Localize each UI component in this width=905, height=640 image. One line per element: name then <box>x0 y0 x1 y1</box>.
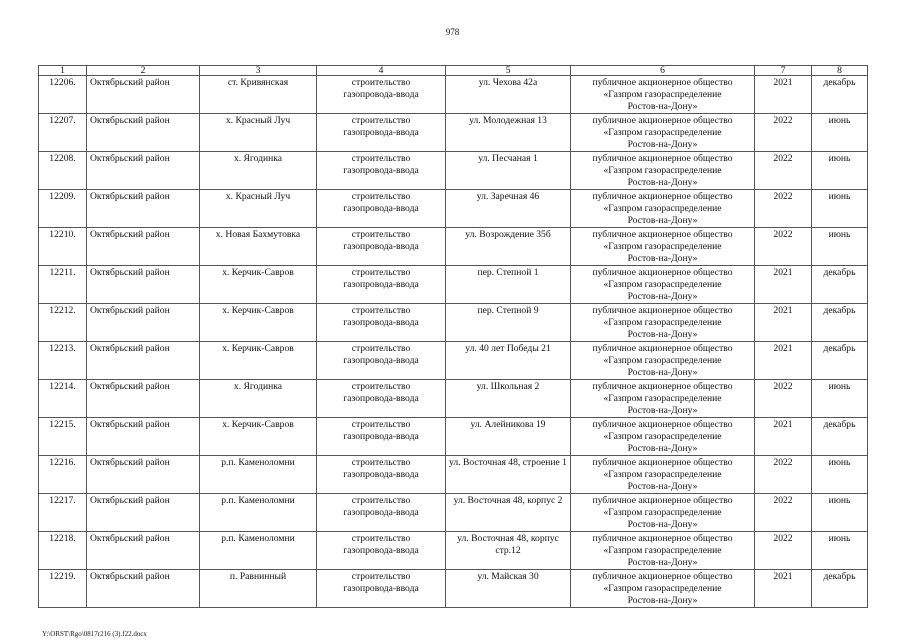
district-cell-text: Октябрьский район <box>90 267 170 278</box>
table-row <box>39 570 868 608</box>
organization-cell-text: публичное акционерное общество <box>592 495 733 506</box>
work-type-cell <box>317 380 446 418</box>
organization-cell-text: Ростов-на-Дону» <box>627 595 698 606</box>
organization-cell <box>571 532 755 570</box>
work-type-cell-text: строительство <box>351 343 411 354</box>
work-type-cell <box>317 494 446 532</box>
organization-cell <box>571 456 755 494</box>
locality-cell <box>200 304 317 342</box>
address-cell <box>446 342 571 380</box>
work-type-cell <box>317 456 446 494</box>
organization-cell-text: «Газпром газораспределение <box>603 431 722 442</box>
work-type-cell <box>317 76 446 114</box>
month-cell <box>812 380 868 418</box>
column-header-6: 6 <box>571 66 755 76</box>
district-cell <box>87 494 200 532</box>
address-cell-text: ул. Возрождение 35б <box>465 229 551 240</box>
work-type-cell <box>317 152 446 190</box>
row-number <box>39 266 87 304</box>
locality-cell <box>200 570 317 608</box>
row-number <box>39 456 87 494</box>
work-type-cell-text: строительство <box>351 495 411 506</box>
table-row <box>39 532 868 570</box>
district-cell <box>87 228 200 266</box>
work-type-cell-text: газопровода-ввода <box>343 89 419 100</box>
work-type-cell-text: газопровода-ввода <box>343 507 419 518</box>
work-type-cell-text: строительство <box>351 77 411 88</box>
district-cell-text: Октябрьский район <box>90 343 170 354</box>
month-cell-text: июнь <box>828 191 851 202</box>
work-type-cell <box>317 228 446 266</box>
row-number-text: 12207. <box>49 115 76 126</box>
locality-cell <box>200 456 317 494</box>
column-header-1: 1 <box>39 66 87 76</box>
work-type-cell-text: строительство <box>351 115 411 126</box>
organization-cell-text: «Газпром газораспределение <box>603 355 722 366</box>
column-header-8: 8 <box>812 66 868 76</box>
organization-cell <box>571 190 755 228</box>
column-header-2: 2 <box>87 66 200 76</box>
organization-cell-text: «Газпром газораспределение <box>603 583 722 594</box>
row-number-text: 12214. <box>49 381 76 392</box>
month-cell-text: декабрь <box>823 267 856 278</box>
page-number: 978 <box>445 27 460 37</box>
work-type-cell <box>317 114 446 152</box>
organization-cell-text: публичное акционерное общество <box>592 343 733 354</box>
locality-cell <box>200 494 317 532</box>
address-cell-text: ул. Чехова 42а <box>478 77 538 88</box>
organization-cell <box>571 76 755 114</box>
locality-cell-text: х. Керчик-Савров <box>222 419 294 430</box>
locality-cell-text: х. Керчик-Савров <box>222 267 294 278</box>
row-number-text: 12216. <box>49 457 76 468</box>
organization-cell <box>571 304 755 342</box>
month-cell <box>812 494 868 532</box>
year-cell <box>755 190 812 228</box>
locality-cell-text: п. Равнинный <box>229 571 287 582</box>
work-type-cell <box>317 418 446 456</box>
row-number <box>39 380 87 418</box>
district-cell <box>87 304 200 342</box>
month-cell <box>812 342 868 380</box>
address-cell-text: ул. Восточная 48, строение 1 <box>449 457 567 468</box>
work-type-cell-text: газопровода-ввода <box>343 279 419 290</box>
year-cell-text: 2022 <box>773 533 793 544</box>
organization-cell-text: «Газпром газораспределение <box>603 165 722 176</box>
organization-cell-text: Ростов-на-Дону» <box>627 215 698 226</box>
month-cell <box>812 418 868 456</box>
month-cell <box>812 266 868 304</box>
district-cell <box>87 380 200 418</box>
year-cell-text: 2022 <box>773 229 793 240</box>
organization-cell-text: Ростов-на-Дону» <box>627 367 698 378</box>
organization-cell-text: «Газпром газораспределение <box>603 393 722 404</box>
organization-cell <box>571 494 755 532</box>
row-number-text: 12206. <box>49 77 76 88</box>
year-cell-text: 2021 <box>773 419 793 430</box>
organization-cell-text: публичное акционерное общество <box>592 267 733 278</box>
year-cell-text: 2022 <box>773 191 793 202</box>
organization-cell-text: публичное акционерное общество <box>592 419 733 430</box>
month-cell-text: декабрь <box>823 419 856 430</box>
organization-cell <box>571 380 755 418</box>
locality-cell-text: х. Новая Бахмутовка <box>215 229 301 240</box>
organization-cell-text: Ростов-на-Дону» <box>627 139 698 150</box>
address-cell-text: ул. Восточная 48, корпус 2 <box>453 495 563 506</box>
month-cell-text: июнь <box>828 115 851 126</box>
organization-cell <box>571 342 755 380</box>
address-cell <box>446 494 571 532</box>
locality-cell-text: р.п. Каменоломни <box>221 495 295 506</box>
district-cell <box>87 266 200 304</box>
organization-cell-text: Ростов-на-Дону» <box>627 443 698 454</box>
year-cell <box>755 152 812 190</box>
month-cell-text: июнь <box>828 495 851 506</box>
organization-cell-text: публичное акционерное общество <box>592 533 733 544</box>
month-cell <box>812 76 868 114</box>
year-cell <box>755 266 812 304</box>
row-number <box>39 152 87 190</box>
row-number-text: 12219. <box>49 571 76 582</box>
district-cell-text: Октябрьский район <box>90 77 170 88</box>
year-cell-text: 2021 <box>773 267 793 278</box>
year-cell-text: 2021 <box>773 77 793 88</box>
year-cell <box>755 304 812 342</box>
organization-cell-text: публичное акционерное общество <box>592 229 733 240</box>
district-cell <box>87 76 200 114</box>
district-cell-text: Октябрьский район <box>90 115 170 126</box>
organization-cell-text: «Газпром газораспределение <box>603 203 722 214</box>
district-cell-text: Октябрьский район <box>90 419 170 430</box>
month-cell <box>812 190 868 228</box>
work-type-cell-text: строительство <box>351 533 411 544</box>
month-cell-text: декабрь <box>823 571 856 582</box>
row-number-text: 12210. <box>49 229 76 240</box>
organization-cell-text: публичное акционерное общество <box>592 381 733 392</box>
district-cell <box>87 114 200 152</box>
table-row <box>39 380 868 418</box>
work-type-cell <box>317 266 446 304</box>
work-type-cell <box>317 532 446 570</box>
work-type-cell <box>317 304 446 342</box>
column-header-7: 7 <box>755 66 812 76</box>
table-row <box>39 456 868 494</box>
month-cell <box>812 570 868 608</box>
registry-table <box>38 65 868 608</box>
month-cell <box>812 532 868 570</box>
month-cell-text: июнь <box>828 533 851 544</box>
organization-cell-text: Ростов-на-Дону» <box>627 253 698 264</box>
district-cell <box>87 342 200 380</box>
address-cell <box>446 152 571 190</box>
organization-cell-text: «Газпром газораспределение <box>603 279 722 290</box>
organization-cell-text: Ростов-на-Дону» <box>627 557 698 568</box>
column-header-4: 4 <box>317 66 446 76</box>
row-number <box>39 114 87 152</box>
row-number <box>39 76 87 114</box>
work-type-cell-text: газопровода-ввода <box>343 317 419 328</box>
district-cell <box>87 418 200 456</box>
address-cell-text: ул. 40 лет Победы 21 <box>465 343 551 354</box>
organization-cell-text: «Газпром газораспределение <box>603 241 722 252</box>
row-number-text: 12215. <box>49 419 76 430</box>
organization-cell-text: «Газпром газораспределение <box>603 317 722 328</box>
row-number <box>39 228 87 266</box>
month-cell-text: декабрь <box>823 77 856 88</box>
work-type-cell-text: газопровода-ввода <box>343 165 419 176</box>
locality-cell <box>200 114 317 152</box>
column-header-5: 5 <box>446 66 571 76</box>
organization-cell-text: Ростов-на-Дону» <box>627 101 698 112</box>
address-cell-text: ул. Майская 30 <box>477 571 539 582</box>
month-cell-text: июнь <box>828 153 851 164</box>
address-cell <box>446 380 571 418</box>
table-row <box>39 342 868 380</box>
organization-cell-text: публичное акционерное общество <box>592 191 733 202</box>
row-number-text: 12212. <box>49 305 76 316</box>
work-type-cell-text: строительство <box>351 191 411 202</box>
year-cell-text: 2021 <box>773 571 793 582</box>
year-cell <box>755 494 812 532</box>
address-cell-text: ул. Молодежная 13 <box>469 115 547 126</box>
address-cell <box>446 266 571 304</box>
district-cell-text: Октябрьский район <box>90 533 170 544</box>
locality-cell <box>200 532 317 570</box>
district-cell-text: Октябрьский район <box>90 153 170 164</box>
month-cell-text: июнь <box>828 381 851 392</box>
district-cell-text: Октябрьский район <box>90 495 170 506</box>
address-cell-text: пер. Степной 1 <box>477 267 539 278</box>
row-number-text: 12217. <box>49 495 76 506</box>
address-cell-text: пер. Степной 9 <box>477 305 539 316</box>
work-type-cell-text: газопровода-ввода <box>343 583 419 594</box>
month-cell-text: декабрь <box>823 343 856 354</box>
work-type-cell-text: газопровода-ввода <box>343 431 419 442</box>
year-cell <box>755 532 812 570</box>
organization-cell-text: публичное акционерное общество <box>592 571 733 582</box>
district-cell <box>87 570 200 608</box>
locality-cell <box>200 228 317 266</box>
organization-cell-text: «Газпром газораспределение <box>603 89 722 100</box>
month-cell-text: июнь <box>828 457 851 468</box>
year-cell-text: 2022 <box>773 457 793 468</box>
work-type-cell-text: газопровода-ввода <box>343 241 419 252</box>
column-header-row <box>39 66 868 76</box>
work-type-cell <box>317 342 446 380</box>
month-cell <box>812 304 868 342</box>
table-row <box>39 190 868 228</box>
district-cell-text: Октябрьский район <box>90 571 170 582</box>
organization-cell-text: «Газпром газораспределение <box>603 545 722 556</box>
year-cell-text: 2021 <box>773 343 793 354</box>
table-body <box>39 66 868 608</box>
address-cell <box>446 76 571 114</box>
address-cell <box>446 532 571 570</box>
address-cell <box>446 190 571 228</box>
work-type-cell-text: газопровода-ввода <box>343 545 419 556</box>
organization-cell-text: публичное акционерное общество <box>592 457 733 468</box>
table-row <box>39 418 868 456</box>
year-cell <box>755 418 812 456</box>
district-cell-text: Октябрьский район <box>90 381 170 392</box>
year-cell-text: 2021 <box>773 305 793 316</box>
month-cell-text: декабрь <box>823 305 856 316</box>
year-cell <box>755 456 812 494</box>
address-cell-text: ул. Алейникова 19 <box>470 419 546 430</box>
locality-cell <box>200 418 317 456</box>
work-type-cell-text: строительство <box>351 381 411 392</box>
locality-cell <box>200 266 317 304</box>
address-cell <box>446 304 571 342</box>
locality-cell-text: х. Красный Луч <box>225 191 291 202</box>
work-type-cell-text: газопровода-ввода <box>343 203 419 214</box>
year-cell-text: 2022 <box>773 381 793 392</box>
organization-cell-text: публичное акционерное общество <box>592 115 733 126</box>
organization-cell <box>571 570 755 608</box>
year-cell <box>755 114 812 152</box>
row-number <box>39 190 87 228</box>
district-cell <box>87 532 200 570</box>
district-cell-text: Октябрьский район <box>90 229 170 240</box>
table-row <box>39 152 868 190</box>
address-cell <box>446 418 571 456</box>
row-number-text: 12209. <box>49 191 76 202</box>
locality-cell <box>200 152 317 190</box>
locality-cell-text: х. Красный Луч <box>225 115 291 126</box>
row-number <box>39 532 87 570</box>
organization-cell <box>571 228 755 266</box>
district-cell <box>87 152 200 190</box>
work-type-cell-text: газопровода-ввода <box>343 393 419 404</box>
locality-cell-text: х. Ягодинка <box>233 153 283 164</box>
month-cell <box>812 152 868 190</box>
row-number-text: 12218. <box>49 533 76 544</box>
table-row <box>39 114 868 152</box>
year-cell <box>755 76 812 114</box>
organization-cell-text: публичное акционерное общество <box>592 305 733 316</box>
row-number-text: 12208. <box>49 153 76 164</box>
district-cell-text: Октябрьский район <box>90 305 170 316</box>
address-cell <box>446 456 571 494</box>
work-type-cell-text: строительство <box>351 229 411 240</box>
organization-cell-text: «Газпром газораспределение <box>603 507 722 518</box>
organization-cell-text: Ростов-на-Дону» <box>627 405 698 416</box>
organization-cell-text: Ростов-на-Дону» <box>627 329 698 340</box>
locality-cell <box>200 380 317 418</box>
address-cell <box>446 228 571 266</box>
month-cell <box>812 114 868 152</box>
district-cell-text: Октябрьский район <box>90 457 170 468</box>
work-type-cell-text: строительство <box>351 153 411 164</box>
address-cell-text: ул. Восточная 48, корпус стр.12 <box>457 533 559 556</box>
table-row <box>39 266 868 304</box>
year-cell <box>755 228 812 266</box>
organization-cell <box>571 114 755 152</box>
work-type-cell-text: строительство <box>351 419 411 430</box>
locality-cell <box>200 190 317 228</box>
locality-cell-text: р.п. Каменоломни <box>221 533 295 544</box>
month-cell <box>812 456 868 494</box>
address-cell-text: ул. Школьная 2 <box>476 381 540 392</box>
organization-cell-text: «Газпром газораспределение <box>603 127 722 138</box>
address-cell-text: ул. Заречная 46 <box>476 191 540 202</box>
locality-cell-text: р.п. Каменоломни <box>221 457 295 468</box>
organization-cell <box>571 266 755 304</box>
work-type-cell-text: строительство <box>351 571 411 582</box>
month-cell-text: июнь <box>828 229 851 240</box>
organization-cell <box>571 152 755 190</box>
address-cell <box>446 114 571 152</box>
work-type-cell-text: строительство <box>351 267 411 278</box>
work-type-cell-text: газопровода-ввода <box>343 355 419 366</box>
table-row <box>39 228 868 266</box>
year-cell-text: 2022 <box>773 115 793 126</box>
work-type-cell-text: строительство <box>351 457 411 468</box>
footer-file-path: Y:\ORST\Rgo\0817r216 (3).f22.docx <box>42 630 147 638</box>
locality-cell <box>200 342 317 380</box>
address-cell-text: ул. Песчаная 1 <box>478 153 538 164</box>
locality-cell-text: х. Керчик-Савров <box>222 343 294 354</box>
work-type-cell <box>317 570 446 608</box>
organization-cell <box>571 418 755 456</box>
work-type-cell-text: газопровода-ввода <box>343 469 419 480</box>
district-cell-text: Октябрьский район <box>90 191 170 202</box>
organization-cell-text: публичное акционерное общество <box>592 153 733 164</box>
work-type-cell-text: строительство <box>351 305 411 316</box>
row-number <box>39 304 87 342</box>
organization-cell-text: «Газпром газораспределение <box>603 469 722 480</box>
organization-cell-text: Ростов-на-Дону» <box>627 519 698 530</box>
table-row <box>39 304 868 342</box>
table-row <box>39 76 868 114</box>
row-number <box>39 494 87 532</box>
locality-cell-text: х. Керчик-Савров <box>222 305 294 316</box>
locality-cell-text: х. Ягодинка <box>233 381 283 392</box>
month-cell <box>812 228 868 266</box>
column-header-3: 3 <box>200 66 317 76</box>
locality-cell-text: ст. Кривянская <box>227 77 289 88</box>
work-type-cell-text: газопровода-ввода <box>343 127 419 138</box>
district-cell <box>87 456 200 494</box>
organization-cell-text: публичное акционерное общество <box>592 77 733 88</box>
year-cell-text: 2022 <box>773 495 793 506</box>
work-type-cell <box>317 190 446 228</box>
row-number <box>39 342 87 380</box>
locality-cell <box>200 76 317 114</box>
year-cell-text: 2022 <box>773 153 793 164</box>
year-cell <box>755 570 812 608</box>
table-row <box>39 494 868 532</box>
organization-cell-text: Ростов-на-Дону» <box>627 481 698 492</box>
year-cell <box>755 380 812 418</box>
address-cell <box>446 570 571 608</box>
row-number-text: 12213. <box>49 343 76 354</box>
organization-cell-text: Ростов-на-Дону» <box>627 291 698 302</box>
district-cell <box>87 190 200 228</box>
organization-cell-text: Ростов-на-Дону» <box>627 177 698 188</box>
year-cell <box>755 342 812 380</box>
row-number <box>39 570 87 608</box>
row-number-text: 12211. <box>49 267 76 278</box>
row-number <box>39 418 87 456</box>
